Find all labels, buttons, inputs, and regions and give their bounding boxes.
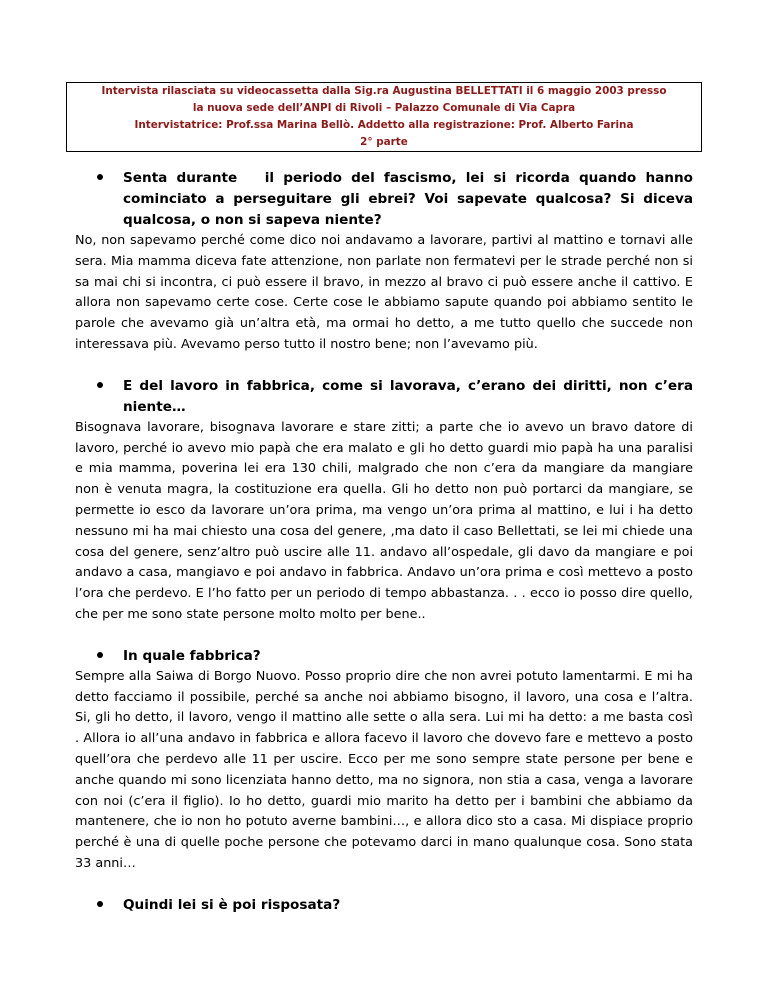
- answer-text: Bisognava lavorare, bisognava lavorare e stare zitti; a parte che io avevo un bravo datore di lavoro, perché io avevo mio papà che era malato e gli ho detto guardi mio papà ha una paralisi e mia mamma, poverina lei era 130 chili, malgrado che non c’era da mangiare da mangiare non è venuta magra, la costituzione era quella. Gli ho detto non può portarci da mangiare, se permette io esco da lavorare un’ora prima, ma vengo un’ora prima al mattino, e lui i ha detto nessuno mi ha mai chiesto una cosa del genere, ,ma dato il caso Bellettati, se lei mi chiede una cosa del genere, senz’altro può uscire alle 11. andavo all’ospedale, gli davo da mangiare e poi andavo a casa, mangiavo e poi andavo in fabbrica. Andavo un’ora prima e così mettevo a posto l’ora che perdevo. E l’ho fatto per un periodo di tempo abbastanza. . . ecco io posso dire quello, che per me sono state persone molto molto per bene..: [75, 419, 693, 622]
- bullet-dot-icon: [97, 901, 103, 907]
- question-block: [75, 895, 693, 916]
- interview-header-box: [66, 82, 702, 152]
- answer-text: Sempre alla Saiwa di Borgo Nuovo. Posso proprio dire che non avrei potuto lamentarmi. E mi ha detto facciamo il possibile, perché sa anche noi abbiamo bisogno, il lavoro, una cosa e l’altra. Si, gli ho detto, il lavoro, vengo il mattino alle sette o alla sera. Lui mi ha detto: a me basta così . Allora io all’una andavo in fabbrica e allora facevo il lavoro che dovevo fare e mettevo a posto quell’ora che perdevo alle 11 per uscire. Ecco per me sono sempre state persone per bene e anche quando mi sono licenziata hanno detto, ma no signora, non stia a casa, venga a lavorare con noi (c’era il figlio). Io ho detto, guardi mio marito ha detto per i bambini che abbiamo da mantenere, che io non ho potuto averne bambini…, e allora dico sto a casa. Mi dispiace proprio perché è una di quelle poche persone che potevamo darci in mano qualunque cosa. Sono stata 33 anni…: [75, 668, 693, 871]
- question-block: [75, 646, 693, 667]
- bullet-dot-icon: [97, 174, 103, 180]
- question-block: [75, 168, 698, 231]
- question-text: Senta durante il periodo del fascismo, lei si ricorda quando hanno cominciato a perseguitare gli ebrei? Voi sapevate qualcosa? Si diceva qualcosa, o non si sapeva niente?: [123, 170, 698, 228]
- header-line-1: Intervista rilasciata su videocassetta dalla Sig.ra Augustina BELLETTATI il 6 maggio 2003 presso: [101, 85, 667, 97]
- question-text: In quale fabbrica?: [123, 647, 261, 664]
- bullet-dot-icon: [97, 652, 103, 658]
- header-line-4: 2° parte: [360, 136, 408, 148]
- interview-body: [75, 168, 698, 916]
- header-line-2: la nuova sede dell’ANPI di Rivoli – Palazzo Comunale di Via Capra: [192, 102, 576, 114]
- question-text: E del lavoro in fabbrica, come si lavorava, c’erano dei diritti, non c’era niente…: [123, 377, 693, 415]
- question-text: Quindi lei si è poi risposata?: [123, 896, 341, 913]
- answer-text: No, non sapevamo perché come dico noi andavamo a lavorare, partivi al mattino e tornavi alle sera. Mia mamma diceva fate attenzione, non parlate non fermatevi per le strade perché non si sa mai chi si incontra, ci può essere il bravo, in mezzo al bravo ci può essere anche il cattivo. E allora non sapevamo certe cose. Certe cose le abbiamo sapute quando poi abbiamo sentito le parole che avevamo già un’altra età, ma ormai ho detto, a me tutto quello che succede non interessava più. Avevamo perso tutto il nostro bene; non l’avevamo più.: [75, 233, 693, 352]
- header-line-3: Intervistatrice: Prof.ssa Marina Bellò. Addetto alla registrazione: Prof. Alberto Farina: [134, 119, 634, 131]
- bullet-dot-icon: [97, 382, 103, 388]
- question-block: [75, 376, 693, 418]
